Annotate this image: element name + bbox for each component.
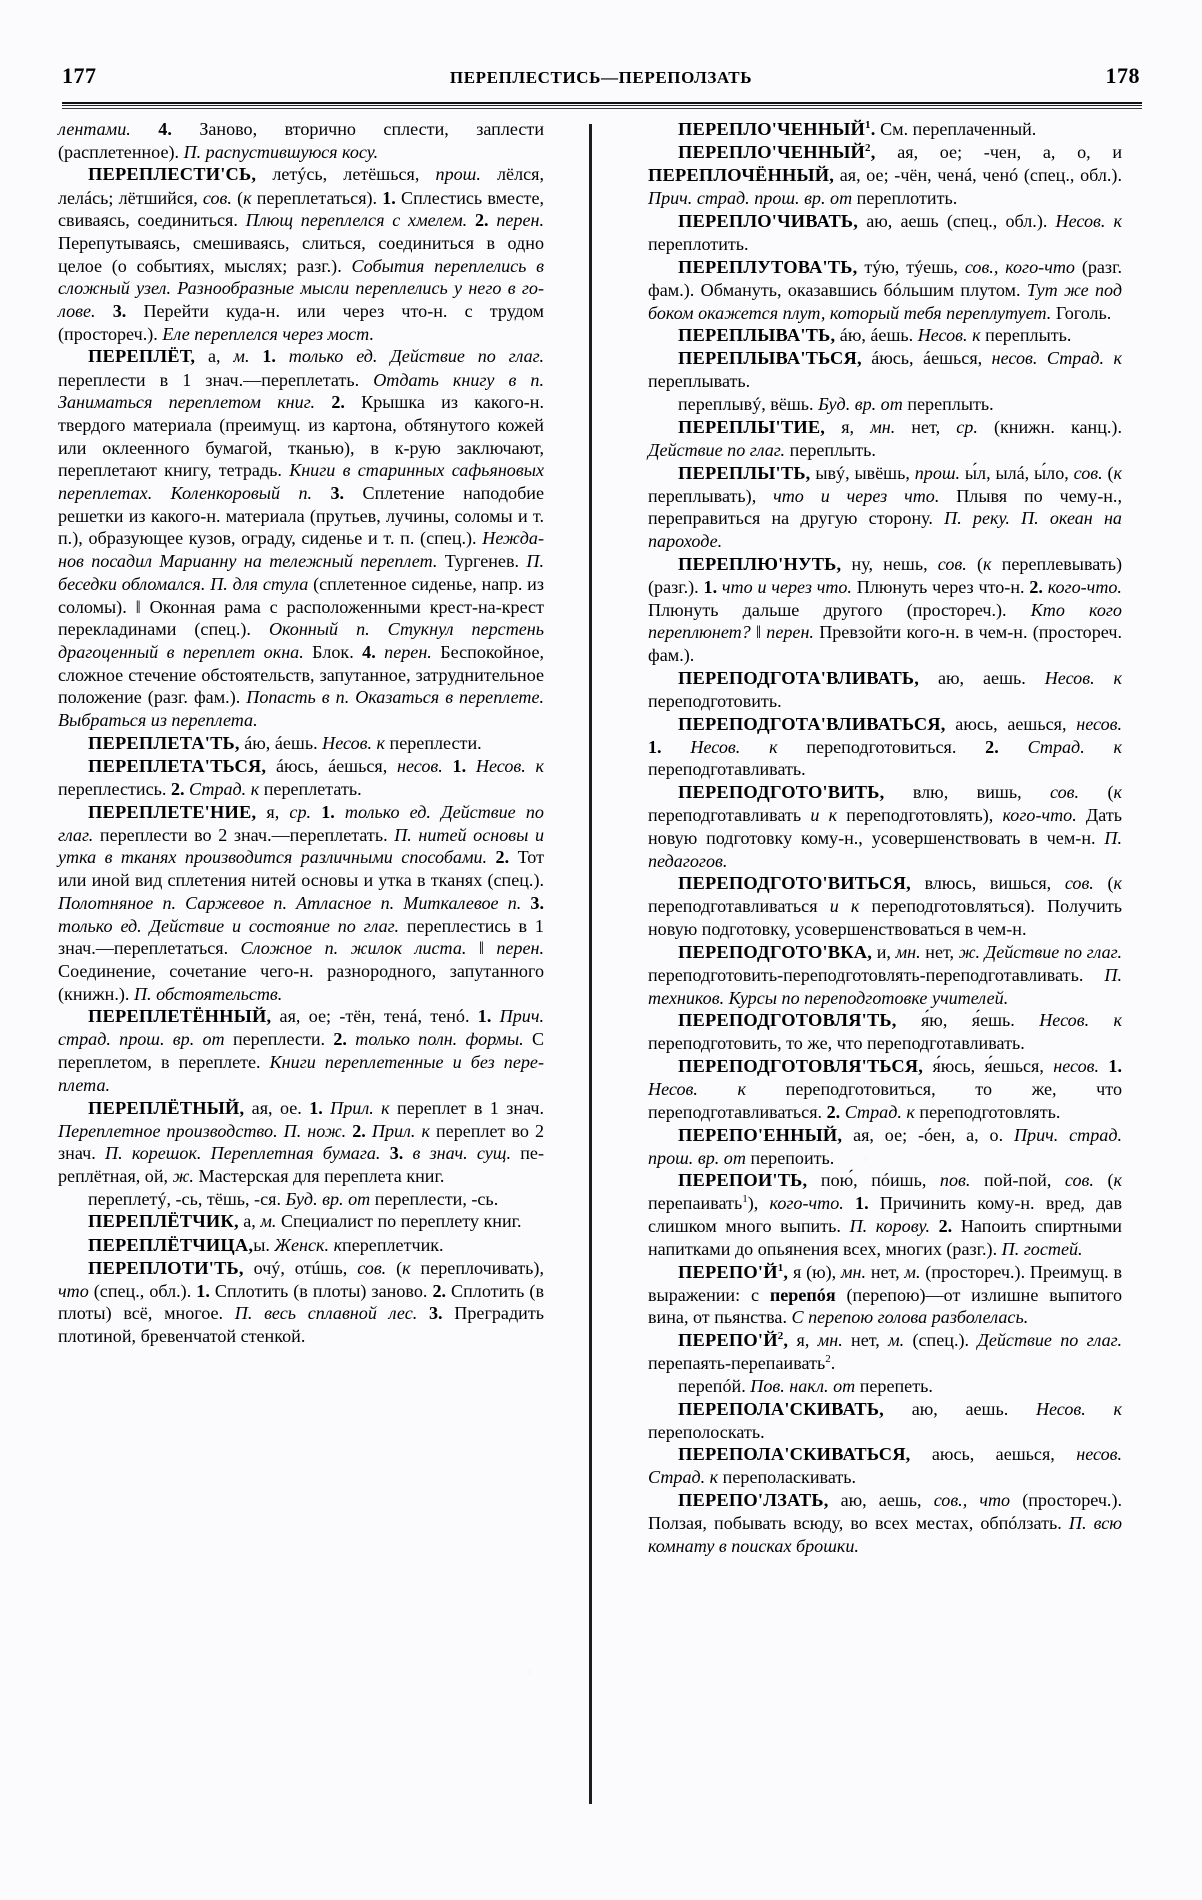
- dictionary-entry: ПЕРЕПЛЫВА'ТЬСЯ, áюсь, áешься, несов. Страд. к переплывать.: [648, 348, 1122, 392]
- running-head-title: ПЕРЕПЛЕСТИСЬ—ПЕРЕПОЛЗАТЬ: [449, 68, 753, 87]
- dictionary-entry: ПЕРЕПЛЁТЧИЦА,ы. Женск. кпереплетчик.: [88, 1234, 444, 1255]
- dictionary-entry: ПЕРЕПЛО'ЧЕННЫЙ$^1$. См. переплаченный.: [678, 118, 1037, 139]
- dictionary-entry: переплывý, вёшь. Буд. вр. от переплыть.: [678, 394, 994, 415]
- dictionary-entry: ПЕРЕПЛЮ'НУТЬ, ну, нешь, сов. (к переплевывать) (разг.). 1. что и через что. Плюнуть через что-н. 2. кого-что. Плюнуть дальше другого (простореч.). Кто кого переплюнет? ‖ перен. Превзойти кого-н. в чем-н. (простореч. фам.).: [648, 553, 1123, 666]
- running-head: [62, 63, 1140, 93]
- dictionary-entry: ПЕРЕПЛЫ'ТЬ, ывý, ывёшь, прош. ы́л, ылá, ы́ло, сов. (к переплывать), что и через что. Плывя по чему-н., переправиться на другую сторону. П. реку. П. океан на пароходе.: [648, 462, 1122, 552]
- dictionary-entry: ПЕРЕПО'ЕННЫЙ, ая, ое; -óен, а, о. Прич. страд. прош. вр. от перепоить.: [648, 1124, 1122, 1168]
- dictionary-entry: ПЕРЕПОДГОТО'ВКА, и, мн. нет, ж. Действие по глаг. переподготовить-переподготовлять-переподготавливать. П. техников. Курсы по переподготовке учителей.: [648, 941, 1122, 1008]
- right-column: [622, 118, 1122, 1848]
- header-rule: [62, 102, 1142, 106]
- dictionary-entry: ПЕРЕПЛЁТ, а, м. 1. только ед. Действие по глаг. переплести в 1 знач.—переплетать. Отдать книгу в п. Заниматься переплетом книг. 2. Крышка из какого-н. твердого материала (преимущ. из картона, обтянутого кожей или оклеенного бумагой, тканью), в к-рую заключают, переплетают книгу, тетрадь. Книги в старинных сафьяновых переплетах. Коленкоровый п. 3. Сплетение наподобие решетки из какого-н. материала (прутьев, лучины, соломы и т. п.), образующее кузов, ограду, сиденье и т. п. (спец.). Нежданов посадил Марианну на тележный переплет. Тургенев. П. беседки обломался. П. для стула (сплетенное сиденье, напр. из соломы). ‖ Оконная рама с расположенными крест-на-крест перекладинами (спец.). Оконный п. Стукнул перстень драгоценный в переплет окна. Блок. 4. перен. Беспокойное, сложное стечение обстоятельств, запутанное, затруднительное положение (разг. фам.). Попасть в п. Оказаться в переплете. Выбраться из переплета.: [58, 346, 545, 731]
- dictionary-entry: ПЕРЕПЛЕТА'ТЬСЯ, áюсь, áешься, несов. 1. Несов. к переплестись. 2. Страд. к переплетать.: [58, 755, 544, 799]
- entry-continuation: лентами. 4. Заново, вторично сплести, заплести (расплетенное). П. распустившуюся косу.: [58, 119, 544, 162]
- dictionary-entry: ПЕРЕПОЛА'СКИВАТЬ, аю, аешь. Несов. к переполоскать.: [648, 1398, 1122, 1442]
- left-column: [58, 118, 558, 1848]
- folio-right: 178: [1105, 63, 1140, 88]
- dictionary-entry: ПЕРЕПЛОТИ'ТЬ, очý, отúшь, сов. (к переплочивать), что (спец., обл.). 1. Сплотить (в плоты) заново. 2. Сплотить (в плоты) всё, многое. П. весь сплавной лес. 3. Преградить плотиной, бревенчатой стенкой.: [58, 1257, 544, 1347]
- folio-left: 177: [62, 63, 97, 88]
- dictionary-entry: $ПЕРЕПО'Й^2$, я, мн. нет, м. (спец.). Действие по глаг. перепаять-перепаивать$^2$.: [648, 1329, 1122, 1374]
- dictionary-entry: ПЕРЕПЛЫ'ТИЕ, я, мн. нет, ср. (книжн. канц.). Действие по глаг. переплыть.: [648, 416, 1122, 460]
- dictionary-entry: ПЕРЕПОДГОТОВЛЯ'ТЬ, я́ю, я́ешь. Несов. к переподготовить, то же, что переподготавливать.: [648, 1010, 1122, 1054]
- dictionary-entry: ПЕРЕПЛЁТЧИК, а, м. Специалист по переплету книг.: [88, 1211, 522, 1232]
- dictionary-entry: ПЕРЕПЛЕТЕ'НИЕ, я, ср. 1. только ед. Действие по глаг. переплести во 2 знач.—переплетать. П. нитей основы и утка в тканях производится различными способами. 2. Тот или иной вид сплетения нитей основы и утка в тканях (спец.). Полотняное п. Саржевое п. Атласное п. Миткалевое п. 3. только ед. Действие и состояние по глаг. переплестись в 1 знач.—переплетаться. Сложное п. жилок листа. ‖ перен. Соединение, сочетание чего-н. разнородного, запутанного (книжн.). П. обстоятельств.: [58, 801, 545, 1004]
- column-divider: [558, 118, 622, 1848]
- dictionary-entry: ПЕРЕПЛО'ЧИВАТЬ, аю, аешь (спец., обл.). Несов. к переплотить.: [648, 210, 1122, 255]
- dictionary-entry: переплетý, -сь, тёшь, -ся. Буд. вр. от переплести, -сь.: [88, 1188, 499, 1209]
- dictionary-entry: ПЕРЕПЛЫВА'ТЬ, áю, áешь. Несов. к переплыть.: [678, 325, 1072, 346]
- dictionary-entry: ПЕРЕПЛЕТЁННЫЙ, ая, ое; -тён, тенá, тенó. 1. Прич. страд. прош. вр. от переплести. 2. только полн. формы. С переплетом, в переплете. Книги переплетенные и без переплета.: [58, 1006, 545, 1095]
- column-container: [58, 118, 1148, 1848]
- dictionary-entry: ПЕРЕПОДГОТО'ВИТЬ, влю, вишь, сов. (к переподготавливать и к переподготовлять), кого-что. Дать новую подготовку кому-н., усовершенствовать в чем-н. П. педагогов.: [648, 782, 1122, 871]
- dictionary-entry: ПЕРЕПЛЕСТИ'СЬ, летýсь, летёшься, прош. лёлся, лелáсь; лётшийся, сов. (к переплетаться). 1. Сплестись вместе, свиваясь, соединиться. Плющ переплелся с хмелем. 2. перен. Перепутываясь, смешиваясь, слиться, соединиться в одно целое (о событиях, мыслях; разг.). События переплелись в сложный узел. Разнообразные мысли переплелись у него в голове. 3. Перейти куда-н. или через что-н. с трудом (простореч.). Еле переплелся через мост.: [58, 164, 544, 344]
- dictionary-entry: $ПЕРЕПО'Й^1$, я (ю), мн. нет, м. (простореч.). Преимущ. в выражении: с перепóя (перепою)—от излишне выпитого вина, от пьянства. С перепою голова разболелась.: [648, 1261, 1122, 1328]
- dictionary-entry: ПЕРЕПОИ'ТЬ, пою́, пóишь, пов. пой-пой, сов. (к перепаивать$^1$), кого-что. 1. Причинить кому-н. вред, дав слишком много выпить. П. корову. 2. Напоить спиртными напитками до опьянения всех, многих (разг.). П. гостей.: [648, 1170, 1122, 1259]
- dictionary-entry: ПЕРЕПОДГОТА'ВЛИВАТЬСЯ, аюсь, аешься, несов. 1. Несов. к переподготовиться. 2. Страд. к переподготавливать.: [648, 713, 1123, 780]
- dictionary-entry: ПЕРЕПЛЁТНЫЙ, ая, ое. 1. Прил. к переплет в 1 знач. Переплетное производство. П. нож. 2. Прил. к переплет во 2 знач. П. корешок. Переплетная бумага. 3. в знач. сущ. переплётная, ой, ж. Мастерская для переплета книг.: [58, 1097, 545, 1187]
- dictionary-entry: ПЕРЕПЛЕТА'ТЬ, áю, áешь. Несов. к переплести.: [88, 732, 482, 753]
- dictionary-entry: ПЕРЕПОЛА'СКИВАТЬСЯ, аюсь, аешься, несов. Страд. к переполаскивать.: [648, 1444, 1122, 1488]
- dictionary-entry: ПЕРЕПОДГОТО'ВИТЬСЯ, влюсь, вишься, сов. (к переподготавливаться и к переподготовляться). Получить новую подготовку, усовершенствоваться в чем-н.: [648, 873, 1122, 940]
- dictionary-entry: перепóй. Пов. накл. от перепеть.: [678, 1375, 933, 1396]
- dictionary-entry: ПЕРЕПЛО'ЧЕННЫЙ$^2$, ая, ое; -чен, а, о, и ПЕРЕПЛОЧЁННЫЙ, ая, ое; -чён, ченá, ченó (спец., обл.). Прич. страд. прош. вр. от переплотить.: [648, 141, 1122, 209]
- dictionary-entry: ПЕРЕПОДГОТА'ВЛИВАТЬ, аю, аешь. Несов. к переподготовить.: [648, 667, 1122, 711]
- dictionary-entry: ПЕРЕПОДГОТОВЛЯ'ТЬСЯ, я́юсь, я́ешься, несов. 1. Несов. к переподготовиться, то же, что переподготавливаться. 2. Страд. к переподготовлять.: [648, 1056, 1122, 1122]
- dictionary-entry: ПЕРЕПЛУТОВА'ТЬ, тýю, тýешь, сов., кого-что (разг. фам.). Обмануть, оказавшись бóльшим плутом. Тут же под боком окажется плут, который тебя переплутует. Гоголь.: [648, 256, 1122, 323]
- dictionary-entry: ПЕРЕПО'ЛЗАТЬ, аю, аешь, сов., что (простореч.). Ползая, побывать всюду, во всех местах, обпóлзать. П. всю комнату в поисках брошки.: [648, 1490, 1122, 1556]
